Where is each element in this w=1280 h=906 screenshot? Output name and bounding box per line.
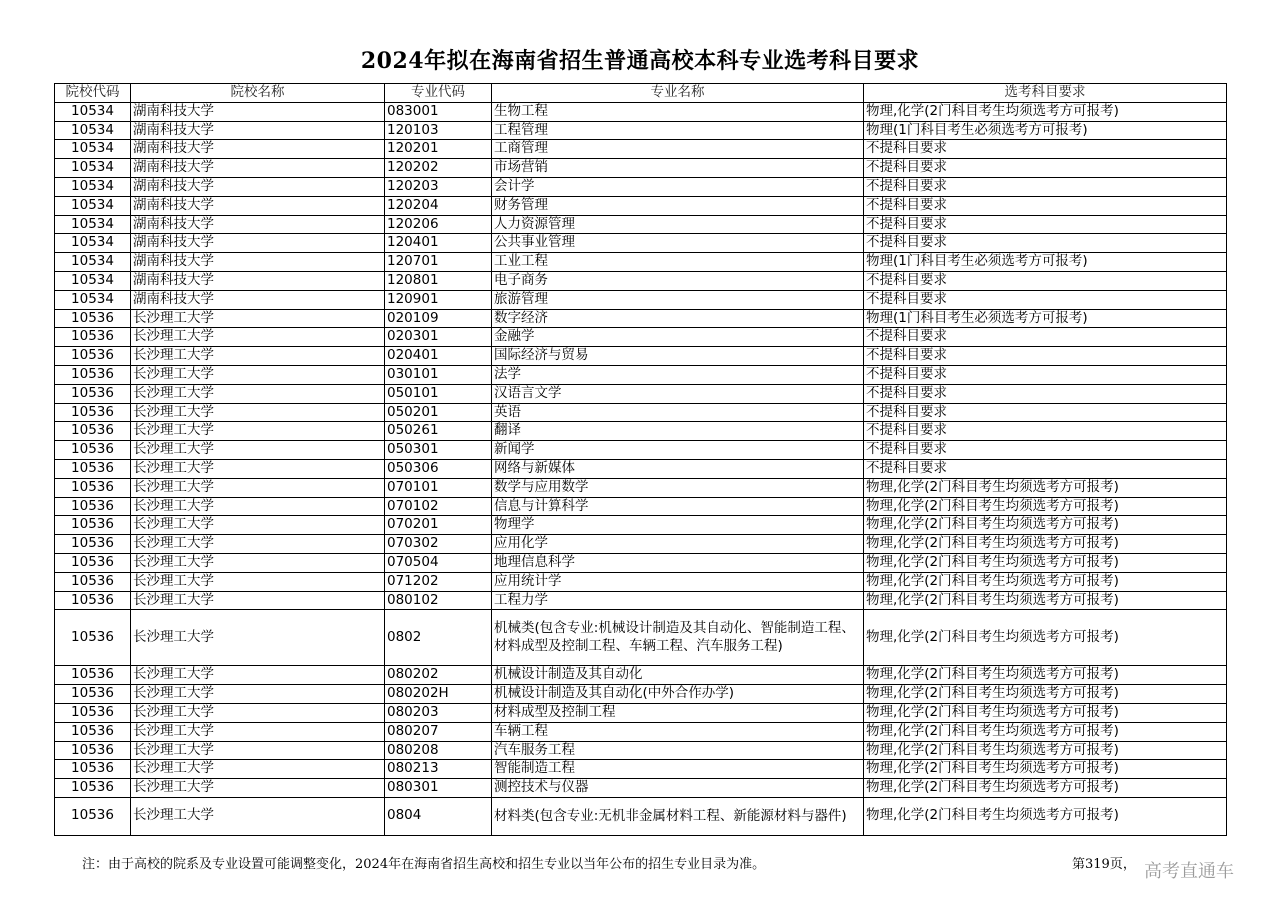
requirement-cell: 不提科目要求 xyxy=(864,422,1227,441)
school-code-cell: 10536 xyxy=(55,347,131,366)
requirement-cell: 物理,化学(2门科目考生均须选考方可报考) xyxy=(864,553,1227,572)
school-name-cell: 长沙理工大学 xyxy=(131,741,385,760)
school-name-cell: 长沙理工大学 xyxy=(131,328,385,347)
major-code-cell: 070504 xyxy=(385,553,492,572)
school-code-cell: 10536 xyxy=(55,610,131,666)
major-name-cell: 翻译 xyxy=(492,422,864,441)
major-code-cell: 080202 xyxy=(385,666,492,685)
table-row xyxy=(55,535,1227,554)
requirement-cell: 不提科目要求 xyxy=(864,271,1227,290)
major-name-cell: 工程力学 xyxy=(492,591,864,610)
school-name-cell: 长沙理工大学 xyxy=(131,553,385,572)
requirement-cell: 物理,化学(2门科目考生均须选考方可报考) xyxy=(864,797,1227,835)
school-code-cell: 10536 xyxy=(55,422,131,441)
school-code-cell: 10534 xyxy=(55,140,131,159)
major-code-cell: 071202 xyxy=(385,572,492,591)
school-code-cell: 10536 xyxy=(55,760,131,779)
major-code-cell: 070102 xyxy=(385,497,492,516)
requirement-cell: 不提科目要求 xyxy=(864,384,1227,403)
major-name-cell: 机械设计制造及其自动化 xyxy=(492,666,864,685)
major-code-cell: 050101 xyxy=(385,384,492,403)
header-major-code: 专业代码 xyxy=(385,84,492,103)
school-name-cell: 湖南科技大学 xyxy=(131,121,385,140)
school-code-cell: 10534 xyxy=(55,102,131,121)
table-row xyxy=(55,215,1227,234)
school-code-cell: 10536 xyxy=(55,797,131,835)
school-code-cell: 10536 xyxy=(55,309,131,328)
school-name-cell: 长沙理工大学 xyxy=(131,478,385,497)
major-name-cell: 机械类(包含专业:机械设计制造及其自动化、智能制造工程、材料成型及控制工程、车辆工程、汽车服务工程) xyxy=(492,610,864,666)
school-name-cell: 湖南科技大学 xyxy=(131,196,385,215)
requirement-cell: 物理(1门科目考生必须选考方可报考) xyxy=(864,309,1227,328)
school-code-cell: 10536 xyxy=(55,441,131,460)
school-name-cell: 湖南科技大学 xyxy=(131,159,385,178)
requirement-cell: 物理,化学(2门科目考生均须选考方可报考) xyxy=(864,760,1227,779)
school-name-cell: 湖南科技大学 xyxy=(131,253,385,272)
requirement-cell: 不提科目要求 xyxy=(864,347,1227,366)
requirement-cell: 不提科目要求 xyxy=(864,196,1227,215)
major-code-cell: 020301 xyxy=(385,328,492,347)
school-name-cell: 长沙理工大学 xyxy=(131,779,385,798)
major-code-cell: 120204 xyxy=(385,196,492,215)
major-name-cell: 应用统计学 xyxy=(492,572,864,591)
table-row xyxy=(55,797,1227,835)
school-name-cell: 长沙理工大学 xyxy=(131,760,385,779)
major-name-cell: 数学与应用数学 xyxy=(492,478,864,497)
school-name-cell: 长沙理工大学 xyxy=(131,459,385,478)
school-code-cell: 10536 xyxy=(55,591,131,610)
school-code-cell: 10536 xyxy=(55,403,131,422)
requirement-cell: 物理,化学(2门科目考生均须选考方可报考) xyxy=(864,685,1227,704)
major-name-cell: 旅游管理 xyxy=(492,290,864,309)
school-name-cell: 长沙理工大学 xyxy=(131,441,385,460)
table-row xyxy=(55,347,1227,366)
school-name-cell: 长沙理工大学 xyxy=(131,666,385,685)
major-name-cell: 电子商务 xyxy=(492,271,864,290)
table-row xyxy=(55,572,1227,591)
requirement-cell: 不提科目要求 xyxy=(864,234,1227,253)
requirement-cell: 不提科目要求 xyxy=(864,290,1227,309)
requirement-cell: 物理,化学(2门科目考生均须选考方可报考) xyxy=(864,741,1227,760)
requirement-cell: 物理,化学(2门科目考生均须选考方可报考) xyxy=(864,516,1227,535)
major-name-cell: 公共事业管理 xyxy=(492,234,864,253)
major-code-cell: 070101 xyxy=(385,478,492,497)
major-name-cell: 材料类(包含专业:无机非金属材料工程、新能源材料与器件) xyxy=(492,797,864,835)
school-code-cell: 10536 xyxy=(55,328,131,347)
table-row xyxy=(55,685,1227,704)
major-name-cell: 地理信息科学 xyxy=(492,553,864,572)
requirement-cell: 不提科目要求 xyxy=(864,365,1227,384)
major-code-cell: 020401 xyxy=(385,347,492,366)
school-name-cell: 长沙理工大学 xyxy=(131,572,385,591)
table-row xyxy=(55,140,1227,159)
major-name-cell: 工程管理 xyxy=(492,121,864,140)
table-row xyxy=(55,422,1227,441)
school-name-cell: 长沙理工大学 xyxy=(131,422,385,441)
major-code-cell: 070302 xyxy=(385,535,492,554)
table-row xyxy=(55,271,1227,290)
requirement-cell: 物理,化学(2门科目考生均须选考方可报考) xyxy=(864,572,1227,591)
header-major-name: 专业名称 xyxy=(492,84,864,103)
table-row xyxy=(55,497,1227,516)
school-code-cell: 10534 xyxy=(55,177,131,196)
major-name-cell: 金融学 xyxy=(492,328,864,347)
header-subject-requirement: 选考科目要求 xyxy=(864,84,1227,103)
requirement-cell: 不提科目要求 xyxy=(864,441,1227,460)
major-name-cell: 市场营销 xyxy=(492,159,864,178)
table-row xyxy=(55,722,1227,741)
major-name-cell: 物理学 xyxy=(492,516,864,535)
table-row xyxy=(55,177,1227,196)
school-code-cell: 10536 xyxy=(55,779,131,798)
school-code-cell: 10534 xyxy=(55,290,131,309)
requirement-cell: 物理,化学(2门科目考生均须选考方可报考) xyxy=(864,779,1227,798)
major-code-cell: 120103 xyxy=(385,121,492,140)
school-code-cell: 10536 xyxy=(55,535,131,554)
school-name-cell: 长沙理工大学 xyxy=(131,384,385,403)
page-number: 第319页， xyxy=(1072,857,1136,872)
school-name-cell: 长沙理工大学 xyxy=(131,516,385,535)
school-name-cell: 长沙理工大学 xyxy=(131,535,385,554)
requirements-table xyxy=(54,83,1227,836)
major-name-cell: 英语 xyxy=(492,403,864,422)
table-row xyxy=(55,403,1227,422)
major-code-cell: 080208 xyxy=(385,741,492,760)
school-code-cell: 10536 xyxy=(55,384,131,403)
requirement-cell: 物理,化学(2门科目考生均须选考方可报考) xyxy=(864,666,1227,685)
major-code-cell: 080102 xyxy=(385,591,492,610)
requirement-cell: 不提科目要求 xyxy=(864,177,1227,196)
table-row xyxy=(55,365,1227,384)
school-name-cell: 湖南科技大学 xyxy=(131,234,385,253)
school-name-cell: 长沙理工大学 xyxy=(131,403,385,422)
table-row xyxy=(55,760,1227,779)
major-name-cell: 工业工程 xyxy=(492,253,864,272)
table-row xyxy=(55,553,1227,572)
requirement-cell: 物理(1门科目考生必须选考方可报考) xyxy=(864,121,1227,140)
school-name-cell: 湖南科技大学 xyxy=(131,102,385,121)
major-name-cell: 生物工程 xyxy=(492,102,864,121)
major-name-cell: 汉语言文学 xyxy=(492,384,864,403)
major-name-cell: 应用化学 xyxy=(492,535,864,554)
school-name-cell: 湖南科技大学 xyxy=(131,215,385,234)
major-name-cell: 网络与新媒体 xyxy=(492,459,864,478)
major-code-cell: 050201 xyxy=(385,403,492,422)
school-code-cell: 10534 xyxy=(55,121,131,140)
table-row xyxy=(55,459,1227,478)
requirement-cell: 物理,化学(2门科目考生均须选考方可报考) xyxy=(864,535,1227,554)
major-name-cell: 材料成型及控制工程 xyxy=(492,703,864,722)
major-name-cell: 人力资源管理 xyxy=(492,215,864,234)
table-row xyxy=(55,703,1227,722)
school-name-cell: 湖南科技大学 xyxy=(131,271,385,290)
major-code-cell: 120901 xyxy=(385,290,492,309)
school-code-cell: 10534 xyxy=(55,234,131,253)
school-code-cell: 10536 xyxy=(55,685,131,704)
requirement-cell: 物理,化学(2门科目考生均须选考方可报考) xyxy=(864,102,1227,121)
major-name-cell: 法学 xyxy=(492,365,864,384)
school-name-cell: 长沙理工大学 xyxy=(131,591,385,610)
major-code-cell: 020109 xyxy=(385,309,492,328)
major-code-cell: 120701 xyxy=(385,253,492,272)
requirement-cell: 物理,化学(2门科目考生均须选考方可报考) xyxy=(864,610,1227,666)
school-code-cell: 10536 xyxy=(55,572,131,591)
table-header-row xyxy=(55,84,1227,103)
requirement-cell: 不提科目要求 xyxy=(864,328,1227,347)
requirement-cell: 不提科目要求 xyxy=(864,459,1227,478)
table-row xyxy=(55,196,1227,215)
major-code-cell: 050306 xyxy=(385,459,492,478)
major-name-cell: 新闻学 xyxy=(492,441,864,460)
school-code-cell: 10536 xyxy=(55,722,131,741)
watermark: 高考直通车 xyxy=(1144,861,1234,882)
school-name-cell: 长沙理工大学 xyxy=(131,610,385,666)
major-name-cell: 工商管理 xyxy=(492,140,864,159)
school-code-cell: 10536 xyxy=(55,703,131,722)
header-school-name: 院校名称 xyxy=(131,84,385,103)
table-row xyxy=(55,441,1227,460)
requirement-cell: 物理,化学(2门科目考生均须选考方可报考) xyxy=(864,497,1227,516)
table-row xyxy=(55,779,1227,798)
school-code-cell: 10534 xyxy=(55,271,131,290)
table-row xyxy=(55,516,1227,535)
school-code-cell: 10536 xyxy=(55,553,131,572)
school-code-cell: 10536 xyxy=(55,666,131,685)
school-name-cell: 长沙理工大学 xyxy=(131,347,385,366)
major-code-cell: 120401 xyxy=(385,234,492,253)
requirement-cell: 物理,化学(2门科目考生均须选考方可报考) xyxy=(864,478,1227,497)
major-name-cell: 信息与计算科学 xyxy=(492,497,864,516)
table-row xyxy=(55,253,1227,272)
school-code-cell: 10534 xyxy=(55,159,131,178)
table-row xyxy=(55,666,1227,685)
school-code-cell: 10534 xyxy=(55,253,131,272)
requirement-cell: 物理,化学(2门科目考生均须选考方可报考) xyxy=(864,591,1227,610)
school-name-cell: 长沙理工大学 xyxy=(131,703,385,722)
header-school-code: 院校代码 xyxy=(55,84,131,103)
major-code-cell: 080301 xyxy=(385,779,492,798)
school-name-cell: 长沙理工大学 xyxy=(131,309,385,328)
table-row xyxy=(55,328,1227,347)
table-row xyxy=(55,309,1227,328)
major-code-cell: 080202H xyxy=(385,685,492,704)
table-row xyxy=(55,290,1227,309)
requirement-cell: 不提科目要求 xyxy=(864,215,1227,234)
school-code-cell: 10534 xyxy=(55,215,131,234)
school-code-cell: 10536 xyxy=(55,497,131,516)
table-row xyxy=(55,102,1227,121)
page-title: 2024年拟在海南省招生普通高校本科专业选考科目要求 xyxy=(360,48,920,74)
table-row xyxy=(55,384,1227,403)
table-row xyxy=(55,478,1227,497)
school-code-cell: 10536 xyxy=(55,478,131,497)
major-code-cell: 120206 xyxy=(385,215,492,234)
major-code-cell: 083001 xyxy=(385,102,492,121)
table-row xyxy=(55,741,1227,760)
school-name-cell: 长沙理工大学 xyxy=(131,497,385,516)
major-code-cell: 050261 xyxy=(385,422,492,441)
school-name-cell: 长沙理工大学 xyxy=(131,365,385,384)
major-code-cell: 120202 xyxy=(385,159,492,178)
major-name-cell: 机械设计制造及其自动化(中外合作办学) xyxy=(492,685,864,704)
requirement-cell: 不提科目要求 xyxy=(864,140,1227,159)
table-row xyxy=(55,159,1227,178)
requirement-cell: 物理,化学(2门科目考生均须选考方可报考) xyxy=(864,703,1227,722)
school-name-cell: 湖南科技大学 xyxy=(131,177,385,196)
requirement-cell: 不提科目要求 xyxy=(864,159,1227,178)
major-code-cell: 120801 xyxy=(385,271,492,290)
major-code-cell: 070201 xyxy=(385,516,492,535)
major-name-cell: 汽车服务工程 xyxy=(492,741,864,760)
major-code-cell: 120203 xyxy=(385,177,492,196)
requirement-cell: 物理,化学(2门科目考生均须选考方可报考) xyxy=(864,722,1227,741)
major-code-cell: 080213 xyxy=(385,760,492,779)
table-row xyxy=(55,121,1227,140)
major-name-cell: 会计学 xyxy=(492,177,864,196)
major-name-cell: 数字经济 xyxy=(492,309,864,328)
school-name-cell: 长沙理工大学 xyxy=(131,797,385,835)
table-body xyxy=(55,102,1227,835)
major-name-cell: 智能制造工程 xyxy=(492,760,864,779)
school-name-cell: 长沙理工大学 xyxy=(131,685,385,704)
major-code-cell: 120201 xyxy=(385,140,492,159)
major-code-cell: 080203 xyxy=(385,703,492,722)
table-row xyxy=(55,234,1227,253)
footnote: 注：由于高校的院系及专业设置可能调整变化，2024年在海南省招生高校和招生专业以当年公布的招生专业目录为准。 xyxy=(82,857,766,872)
school-name-cell: 湖南科技大学 xyxy=(131,290,385,309)
school-code-cell: 10536 xyxy=(55,741,131,760)
table-row xyxy=(55,591,1227,610)
school-code-cell: 10536 xyxy=(55,365,131,384)
major-name-cell: 国际经济与贸易 xyxy=(492,347,864,366)
requirement-cell: 物理(1门科目考生必须选考方可报考) xyxy=(864,253,1227,272)
major-name-cell: 测控技术与仪器 xyxy=(492,779,864,798)
school-code-cell: 10536 xyxy=(55,459,131,478)
major-code-cell: 080207 xyxy=(385,722,492,741)
major-name-cell: 财务管理 xyxy=(492,196,864,215)
school-code-cell: 10534 xyxy=(55,196,131,215)
major-code-cell: 0804 xyxy=(385,797,492,835)
major-code-cell: 0802 xyxy=(385,610,492,666)
table-row xyxy=(55,610,1227,666)
major-code-cell: 050301 xyxy=(385,441,492,460)
requirement-cell: 不提科目要求 xyxy=(864,403,1227,422)
school-name-cell: 湖南科技大学 xyxy=(131,140,385,159)
major-code-cell: 030101 xyxy=(385,365,492,384)
major-name-cell: 车辆工程 xyxy=(492,722,864,741)
school-code-cell: 10536 xyxy=(55,516,131,535)
school-name-cell: 长沙理工大学 xyxy=(131,722,385,741)
